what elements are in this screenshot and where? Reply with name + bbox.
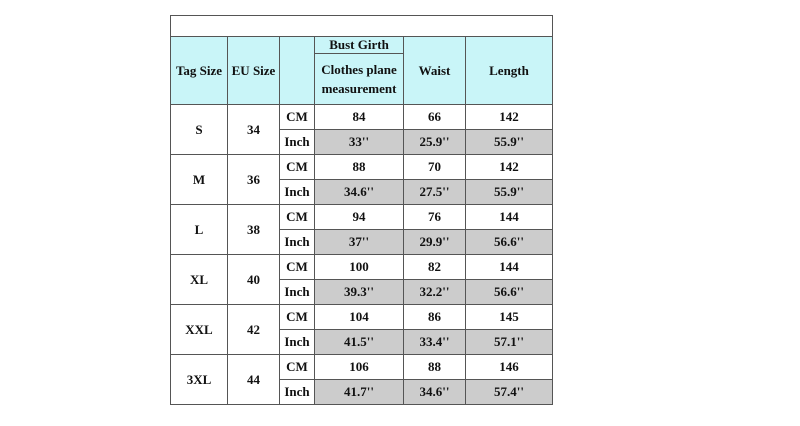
bust-inch-cell: 33''	[315, 130, 404, 155]
eu-size-cell: 40	[228, 255, 280, 305]
unit-cm-cell: CM	[280, 255, 315, 280]
bust-inch-cell: 41.7''	[315, 380, 404, 405]
unit-cm-cell: CM	[280, 155, 315, 180]
eu-size-cell: 44	[228, 355, 280, 405]
size-row-cm	[171, 105, 553, 130]
unit-cm-cell: CM	[280, 305, 315, 330]
length-cm-cell: 142	[466, 155, 553, 180]
bust-cm-cell: 106	[315, 355, 404, 380]
length-inch-cell: 55.9''	[466, 130, 553, 155]
waist-inch-cell: 29.9''	[404, 230, 466, 255]
bust-inch-cell: 39.3''	[315, 280, 404, 305]
waist-inch-cell: 25.9''	[404, 130, 466, 155]
unit-inch-cell: Inch	[280, 130, 315, 155]
bust-girth-header: Bust Girth	[315, 37, 404, 54]
length-cm-cell: 142	[466, 105, 553, 130]
size-row-cm	[171, 255, 553, 280]
tag-size-cell: XXL	[171, 305, 228, 355]
blank-top-row	[171, 16, 553, 37]
length-inch-cell: 57.4''	[466, 380, 553, 405]
bust-subheader-line2: measurement	[321, 81, 397, 96]
waist-inch-cell: 33.4''	[404, 330, 466, 355]
unit-inch-cell: Inch	[280, 180, 315, 205]
waist-cm-cell: 82	[404, 255, 466, 280]
waist-cm-cell: 88	[404, 355, 466, 380]
bust-cm-cell: 88	[315, 155, 404, 180]
eu-size-cell: 34	[228, 105, 280, 155]
bust-cm-cell: 94	[315, 205, 404, 230]
length-inch-cell: 55.9''	[466, 180, 553, 205]
unit-cm-cell: CM	[280, 205, 315, 230]
waist-cm-cell: 66	[404, 105, 466, 130]
unit-header	[280, 37, 315, 105]
length-cm-cell: 146	[466, 355, 553, 380]
length-cm-cell: 144	[466, 255, 553, 280]
unit-inch-cell: Inch	[280, 280, 315, 305]
tag-size-cell: S	[171, 105, 228, 155]
length-inch-cell: 56.6''	[466, 230, 553, 255]
bust-subheader	[315, 54, 404, 105]
waist-cm-cell: 76	[404, 205, 466, 230]
bust-inch-cell: 37''	[315, 230, 404, 255]
eu-size-header: EU Size	[228, 37, 280, 105]
tag-size-cell: XL	[171, 255, 228, 305]
eu-size-cell: 36	[228, 155, 280, 205]
waist-header: Waist	[404, 37, 466, 105]
bust-cm-cell: 104	[315, 305, 404, 330]
bust-inch-cell: 34.6''	[315, 180, 404, 205]
size-row-cm	[171, 355, 553, 380]
unit-cm-cell: CM	[280, 355, 315, 380]
waist-inch-cell: 27.5''	[404, 180, 466, 205]
size-row-cm	[171, 155, 553, 180]
unit-cm-cell: CM	[280, 105, 315, 130]
header-row-top	[171, 37, 553, 54]
bust-cm-cell: 84	[315, 105, 404, 130]
length-header: Length	[466, 37, 553, 105]
bust-cm-cell: 100	[315, 255, 404, 280]
size-chart-table	[170, 15, 553, 405]
tag-size-cell: L	[171, 205, 228, 255]
eu-size-cell: 42	[228, 305, 280, 355]
tag-size-cell: 3XL	[171, 355, 228, 405]
unit-inch-cell: Inch	[280, 230, 315, 255]
blank-cell	[171, 16, 553, 37]
unit-inch-cell: Inch	[280, 380, 315, 405]
length-inch-cell: 56.6''	[466, 280, 553, 305]
tag-size-cell: M	[171, 155, 228, 205]
length-cm-cell: 145	[466, 305, 553, 330]
unit-inch-cell: Inch	[280, 330, 315, 355]
size-row-cm	[171, 305, 553, 330]
waist-cm-cell: 86	[404, 305, 466, 330]
bust-inch-cell: 41.5''	[315, 330, 404, 355]
waist-inch-cell: 34.6''	[404, 380, 466, 405]
bust-subheader-line1: Clothes plane	[321, 62, 397, 77]
waist-cm-cell: 70	[404, 155, 466, 180]
length-cm-cell: 144	[466, 205, 553, 230]
tag-size-header: Tag Size	[171, 37, 228, 105]
eu-size-cell: 38	[228, 205, 280, 255]
waist-inch-cell: 32.2''	[404, 280, 466, 305]
length-inch-cell: 57.1''	[466, 330, 553, 355]
size-row-cm	[171, 205, 553, 230]
